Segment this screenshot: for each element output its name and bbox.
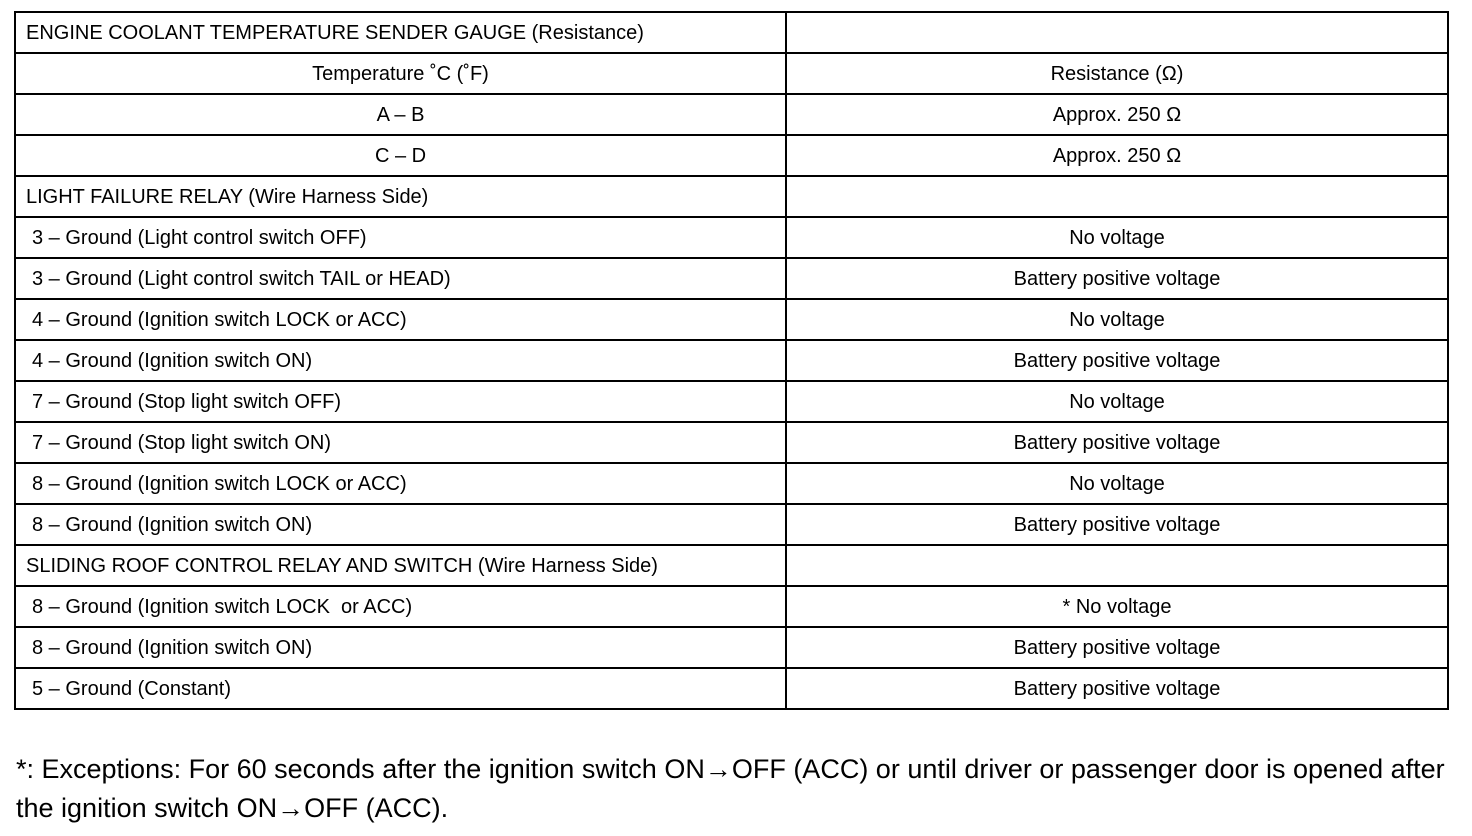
value-cell: No voltage: [786, 463, 1448, 504]
section-title-row: [15, 176, 1448, 217]
table-row: [15, 299, 1448, 340]
table-row: [15, 463, 1448, 504]
table-row: [15, 627, 1448, 668]
empty-cell: [786, 545, 1448, 586]
value-cell: Battery positive voltage: [786, 504, 1448, 545]
table-row: [15, 258, 1448, 299]
section-title-row: [15, 12, 1448, 53]
footnote: *: Exceptions: For 60 seconds after the ignition switch ON→OFF (ACC) or until driver or passenger door is opened after the ignition switch ON→OFF (ACC).: [16, 754, 1445, 823]
condition-cell: 8 – Ground (Ignition switch ON): [15, 627, 786, 668]
condition-cell: 8 – Ground (Ignition switch LOCK or ACC): [15, 586, 786, 627]
condition-cell: 7 – Ground (Stop light switch ON): [15, 422, 786, 463]
column-header-temperature: Temperature ˚C (˚F): [15, 53, 786, 94]
column-header-resistance: Resistance (Ω): [786, 53, 1448, 94]
table-row: [15, 381, 1448, 422]
table-row: [15, 340, 1448, 381]
value-cell: No voltage: [786, 217, 1448, 258]
condition-cell: 4 – Ground (Ignition switch ON): [15, 340, 786, 381]
value-cell: Battery positive voltage: [786, 258, 1448, 299]
condition-cell: 3 – Ground (Light control switch OFF): [15, 217, 786, 258]
condition-cell: 8 – Ground (Ignition switch ON): [15, 504, 786, 545]
empty-cell: [786, 176, 1448, 217]
section-title-row: [15, 545, 1448, 586]
condition-cell: 4 – Ground (Ignition switch LOCK or ACC): [15, 299, 786, 340]
table-row: [15, 422, 1448, 463]
condition-cell: 7 – Ground (Stop light switch OFF): [15, 381, 786, 422]
condition-cell: 3 – Ground (Light control switch TAIL or HEAD): [15, 258, 786, 299]
value-cell: No voltage: [786, 299, 1448, 340]
table-row: [15, 135, 1448, 176]
section-title: ENGINE COOLANT TEMPERATURE SENDER GAUGE (Resistance): [15, 12, 786, 53]
table-row: [15, 94, 1448, 135]
value-cell: Approx. 250 Ω: [786, 135, 1448, 176]
empty-cell: [786, 12, 1448, 53]
value-cell: Battery positive voltage: [786, 668, 1448, 709]
value-cell: * No voltage: [786, 586, 1448, 627]
condition-cell: 8 – Ground (Ignition switch LOCK or ACC): [15, 463, 786, 504]
value-cell: Battery positive voltage: [786, 627, 1448, 668]
table-row: [15, 668, 1448, 709]
section-title: LIGHT FAILURE RELAY (Wire Harness Side): [15, 176, 786, 217]
condition-cell: A – B: [15, 94, 786, 135]
table-row: [15, 586, 1448, 627]
column-header-row: [15, 53, 1448, 94]
specification-table: [14, 11, 1449, 710]
condition-cell: 5 – Ground (Constant): [15, 668, 786, 709]
value-cell: Approx. 250 Ω: [786, 94, 1448, 135]
condition-cell: C – D: [15, 135, 786, 176]
value-cell: Battery positive voltage: [786, 422, 1448, 463]
value-cell: Battery positive voltage: [786, 340, 1448, 381]
table-row: [15, 504, 1448, 545]
value-cell: No voltage: [786, 381, 1448, 422]
section-title: SLIDING ROOF CONTROL RELAY AND SWITCH (Wire Harness Side): [15, 545, 786, 586]
table-row: [15, 217, 1448, 258]
